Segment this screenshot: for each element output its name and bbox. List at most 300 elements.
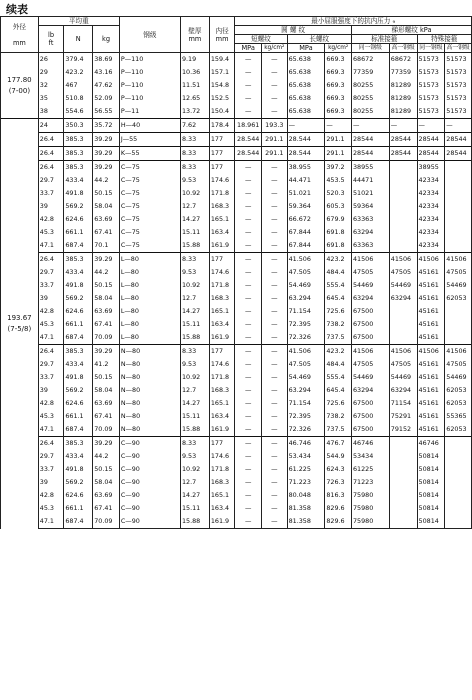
kg-cell: 35.72 (93, 119, 120, 133)
table-row (1, 133, 472, 147)
std-high-cell: 68672 (389, 53, 417, 67)
lb-cell: 47.1 (38, 515, 64, 529)
std-same-cell: 46746 (351, 437, 389, 451)
std-high-cell (389, 489, 417, 502)
id-cell: 177 (209, 147, 235, 161)
short-kgcm2-cell: — (262, 92, 288, 105)
short-kgcm2-cell: — (262, 397, 288, 410)
kg-cell: 39.29 (93, 437, 120, 451)
std-same-cell: 47505 (351, 358, 389, 371)
short-mpa-cell: 28.544 (235, 133, 262, 147)
grade-cell: P—110 (119, 53, 180, 67)
id-cell: 177 (209, 345, 235, 359)
special-high-cell (445, 515, 472, 529)
grade-cell: K—55 (119, 147, 180, 161)
special-high-cell (445, 187, 472, 200)
special-high-cell (445, 502, 472, 515)
special-high-cell: 62053 (445, 384, 472, 397)
wall-cell: 15.88 (180, 239, 209, 253)
table-row (1, 371, 472, 384)
grade-cell: C—90 (119, 515, 180, 529)
special-same-cell: 51573 (417, 92, 445, 105)
lb-cell: 47.1 (38, 331, 64, 345)
long-kgcm2-cell: 726.3 (325, 476, 352, 489)
lb-cell: 29.7 (38, 266, 64, 279)
std-same-cell: 41506 (351, 345, 389, 359)
special-high-cell: 54469 (445, 279, 472, 292)
special-same-cell: 45161 (417, 292, 445, 305)
std-same-cell: 41506 (351, 253, 389, 267)
short-kgcm2-cell: — (262, 384, 288, 397)
wall-cell: 9.19 (180, 53, 209, 67)
special-same-cell: 50814 (417, 476, 445, 489)
wall-cell: 12.7 (180, 200, 209, 213)
std-same-cell: 47505 (351, 266, 389, 279)
id-cell: 165.1 (209, 305, 235, 318)
std-high-cell (389, 161, 417, 175)
wall-cell: 8.33 (180, 161, 209, 175)
special-same-cell: 42334 (417, 213, 445, 226)
short-mpa-cell: — (235, 358, 262, 371)
std-same-cell: 28544 (351, 133, 389, 147)
long-kgcm2-cell: 453.5 (325, 174, 352, 187)
special-same-cell: 45161 (417, 384, 445, 397)
id-cell: 161.9 (209, 515, 235, 529)
id-cell: 171.8 (209, 187, 235, 200)
special-same-cell: 28544 (417, 147, 445, 161)
short-kgcm2-cell: 193.3 (262, 119, 288, 133)
table-row (1, 266, 472, 279)
kg-cell: 67.41 (93, 318, 120, 331)
wall-cell: 9.53 (180, 266, 209, 279)
special-high-cell: 51573 (445, 66, 472, 79)
std-same-cell: 61225 (351, 463, 389, 476)
n-cell: 491.8 (64, 187, 93, 200)
id-cell: 177 (209, 133, 235, 147)
table-row (1, 489, 472, 502)
short-mpa-cell: — (235, 253, 262, 267)
special-same-cell: 28544 (417, 133, 445, 147)
table-row (1, 331, 472, 345)
special-high-cell: 62053 (445, 292, 472, 305)
id-cell: 163.4 (209, 502, 235, 515)
std-same-cell: 44471 (351, 174, 389, 187)
short-kgcm2-cell: — (262, 318, 288, 331)
wall-cell: 10.36 (180, 66, 209, 79)
long-kgcm2-cell: 669.3 (325, 53, 352, 67)
table-row (1, 437, 472, 451)
special-same-cell: 45161 (417, 423, 445, 437)
special-same-cell: 46746 (417, 437, 445, 451)
id-cell: 165.1 (209, 397, 235, 410)
long-kgcm2-cell: 555.4 (325, 279, 352, 292)
special-same-cell: 50814 (417, 450, 445, 463)
short-mpa-cell: — (235, 318, 262, 331)
std-same-cell: 67500 (351, 397, 389, 410)
long-kgcm2-cell: 669.3 (325, 105, 352, 119)
grade-cell: H—40 (119, 119, 180, 133)
wall-cell: 12.7 (180, 384, 209, 397)
short-mpa-cell: — (235, 105, 262, 119)
long-mpa-cell: 71.154 (287, 305, 325, 318)
wall-cell: 14.27 (180, 213, 209, 226)
short-kgcm2-cell: — (262, 53, 288, 67)
table-row (1, 476, 472, 489)
short-mpa-cell: — (235, 187, 262, 200)
n-cell: 433.4 (64, 174, 93, 187)
short-mpa-cell: — (235, 226, 262, 239)
std-high-cell: 47505 (389, 266, 417, 279)
long-kgcm2-cell: 423.2 (325, 345, 352, 359)
grade-cell: N—80 (119, 397, 180, 410)
short-mpa-cell: — (235, 345, 262, 359)
std-high-cell: 54469 (389, 279, 417, 292)
wall-cell: 15.88 (180, 331, 209, 345)
table-wrapper (0, 16, 472, 700)
grade-cell: J—55 (119, 133, 180, 147)
lb-cell: 33.7 (38, 279, 64, 292)
std-same-cell: 67500 (351, 423, 389, 437)
short-kgcm2-cell: — (262, 161, 288, 175)
special-high-cell: 51573 (445, 105, 472, 119)
kg-cell: 39.29 (93, 133, 120, 147)
lb-cell: 33.7 (38, 371, 64, 384)
long-mpa-cell: 81.358 (287, 502, 325, 515)
lb-cell: 45.3 (38, 318, 64, 331)
short-kgcm2-cell: — (262, 292, 288, 305)
std-high-cell: 75291 (389, 410, 417, 423)
special-high-cell: — (445, 119, 472, 133)
short-thread-header: 短螺纹 (235, 35, 287, 44)
grade-cell: C—90 (119, 502, 180, 515)
short-kgcm2-cell: — (262, 79, 288, 92)
special-high-cell: 62053 (445, 397, 472, 410)
wall-cell: 15.11 (180, 410, 209, 423)
id-cell: 168.3 (209, 476, 235, 489)
kg-cell: 63.69 (93, 489, 120, 502)
kg-cell: 52.09 (93, 92, 120, 105)
special-same-cell: 45161 (417, 318, 445, 331)
std-same-cell: 75980 (351, 489, 389, 502)
grade-cell: C—75 (119, 200, 180, 213)
n-cell: 687.4 (64, 515, 93, 529)
n-header: N (64, 26, 93, 53)
long-mpa-cell: 51.021 (287, 187, 325, 200)
long-mpa-cell: 67.844 (287, 226, 325, 239)
id-cell: 161.9 (209, 331, 235, 345)
wall-cell: 15.11 (180, 318, 209, 331)
short-kgcm2-cell: — (262, 226, 288, 239)
id-cell: 161.9 (209, 423, 235, 437)
long-thread-header: 长螺纹 (287, 35, 351, 44)
special-high-grade-header: 高一钢级 (446, 45, 470, 51)
lb-cell: 39 (38, 384, 64, 397)
lb-cell: 24 (38, 119, 64, 133)
std-high-cell (389, 226, 417, 239)
special-same-cell: 41506 (417, 345, 445, 359)
long-kgcm2-cell: 484.4 (325, 358, 352, 371)
long-mpa-cell: 71.154 (287, 397, 325, 410)
short-mpa-cell: — (235, 384, 262, 397)
special-high-cell (445, 476, 472, 489)
std-same-cell: 63294 (351, 226, 389, 239)
special-high-cell (445, 305, 472, 318)
long-mpa-cell: 41.506 (287, 253, 325, 267)
lb-cell: 29.7 (38, 450, 64, 463)
id-cell: 163.4 (209, 226, 235, 239)
page-title: 续表 (6, 3, 28, 16)
long-mpa-cell: 72.326 (287, 423, 325, 437)
lb-cell: 33.7 (38, 463, 64, 476)
n-cell: 379.4 (64, 53, 93, 67)
wall-cell: 15.88 (180, 515, 209, 529)
table-row (1, 305, 472, 318)
table-row (1, 226, 472, 239)
table-row (1, 384, 472, 397)
short-mpa-cell: — (235, 66, 262, 79)
long-kgcm2-cell: 737.5 (325, 331, 352, 345)
id-cell: 159.4 (209, 53, 235, 67)
kg-cell: 70.1 (93, 239, 120, 253)
grade-cell: C—90 (119, 463, 180, 476)
std-same-cell: 63363 (351, 213, 389, 226)
n-cell: 385.3 (64, 133, 93, 147)
std-high-cell: 77359 (389, 66, 417, 79)
kg-cell: 63.69 (93, 213, 120, 226)
std-high-grade-header: 高一钢级 (389, 44, 417, 53)
wall-cell: 8.33 (180, 253, 209, 267)
short-mpa-cell: — (235, 292, 262, 305)
lb-cell: 45.3 (38, 226, 64, 239)
std-high-cell (389, 318, 417, 331)
long-mpa-cell: 47.505 (287, 358, 325, 371)
long-mpa-cell: 63.294 (287, 384, 325, 397)
wall-cell: 14.27 (180, 305, 209, 318)
lb-cell: 26.4 (38, 345, 64, 359)
short-mpa-cell: — (235, 502, 262, 515)
short-kgcm2-cell: — (262, 437, 288, 451)
long-mpa-cell: 53.434 (287, 450, 325, 463)
id-cell: 171.8 (209, 463, 235, 476)
special-high-cell (445, 161, 472, 175)
short-kgcm2-cell: — (262, 489, 288, 502)
table-row (1, 147, 472, 161)
std-high-cell (389, 502, 417, 515)
short-kgcm2-cell: — (262, 253, 288, 267)
n-cell: 569.2 (64, 476, 93, 489)
lb-cell: 42.8 (38, 305, 64, 318)
table-row (1, 66, 472, 79)
lb-cell: 26.4 (38, 133, 64, 147)
special-same-cell: 45161 (417, 266, 445, 279)
lb-cell: 42.8 (38, 397, 64, 410)
special-same-cell: 45161 (417, 410, 445, 423)
special-same-cell: 45161 (417, 305, 445, 318)
wall-cell: 9.53 (180, 450, 209, 463)
short-mpa-cell: — (235, 213, 262, 226)
lb-cell: 26 (38, 53, 64, 67)
std-same-cell: 63294 (351, 384, 389, 397)
n-cell: 624.6 (64, 213, 93, 226)
n-cell: 569.2 (64, 200, 93, 213)
std-high-cell: 47505 (389, 358, 417, 371)
special-same-cell: 45161 (417, 371, 445, 384)
special-high-cell (445, 437, 472, 451)
n-cell: 687.4 (64, 423, 93, 437)
grade-cell: N—80 (119, 358, 180, 371)
n-cell: 385.3 (64, 147, 93, 161)
std-same-cell: 54469 (351, 371, 389, 384)
casing-data-table (0, 16, 472, 529)
n-cell: 433.4 (64, 266, 93, 279)
long-mpa-cell: 67.844 (287, 239, 325, 253)
special-same-cell: 51573 (417, 66, 445, 79)
long-mpa-cell: 46.746 (287, 437, 325, 451)
n-cell: 661.1 (64, 502, 93, 515)
long-kgcm2-cell: 669.3 (325, 66, 352, 79)
std-high-cell: 71154 (389, 397, 417, 410)
id-cell: 152.5 (209, 92, 235, 105)
long-kgcm2-cell: 291.1 (325, 147, 352, 161)
grade-cell: N—80 (119, 371, 180, 384)
short-kgcm2-cell: — (262, 410, 288, 423)
wall-cell: 10.92 (180, 463, 209, 476)
short-kgcm2-cell: — (262, 476, 288, 489)
n-cell: 569.2 (64, 384, 93, 397)
special-same-cell: 45161 (417, 397, 445, 410)
short-kgcm2-cell: — (262, 174, 288, 187)
kg-cell: 50.15 (93, 187, 120, 200)
special-high-cell: 28544 (445, 133, 472, 147)
special-high-cell (445, 331, 472, 345)
std-same-cell: 80255 (351, 92, 389, 105)
id-cell: 168.3 (209, 384, 235, 397)
special-same-cell: 50814 (417, 502, 445, 515)
std-same-cell: 67500 (351, 410, 389, 423)
wall-cell: 15.11 (180, 226, 209, 239)
std-same-cell: 54469 (351, 279, 389, 292)
long-mpa-header: MPa (287, 44, 325, 53)
special-same-cell: 50814 (417, 515, 445, 529)
id-cell: 161.9 (209, 239, 235, 253)
std-same-cell: 80255 (351, 79, 389, 92)
kg-cell: 38.69 (93, 53, 120, 67)
std-same-cell: 51021 (351, 187, 389, 200)
grade-cell: L—80 (119, 331, 180, 345)
std-high-cell (389, 200, 417, 213)
special-same-cell: 45161 (417, 358, 445, 371)
kg-cell: 67.41 (93, 410, 120, 423)
long-kgcm2-cell: 476.7 (325, 437, 352, 451)
std-high-cell: 81289 (389, 92, 417, 105)
std-high-cell: 41506 (389, 345, 417, 359)
special-high-cell (445, 226, 472, 239)
wall-cell: 8.33 (180, 345, 209, 359)
table-row (1, 463, 472, 476)
std-high-cell: 63294 (389, 292, 417, 305)
wall-cell: 10.92 (180, 371, 209, 384)
long-mpa-cell: 47.505 (287, 266, 325, 279)
kg-cell: 56.55 (93, 105, 120, 119)
collapse-header: 最小屈服强度下的抗内压力 ₉ (235, 17, 472, 26)
special-high-cell (445, 174, 472, 187)
wall-cell: 10.92 (180, 279, 209, 292)
short-kgcm2-cell: — (262, 450, 288, 463)
short-mpa-cell: — (235, 92, 262, 105)
std-same-cell: 53434 (351, 450, 389, 463)
table-row (1, 253, 472, 267)
std-same-cell: 68672 (351, 53, 389, 67)
grade-cell: C—75 (119, 187, 180, 200)
id-cell: 157.1 (209, 66, 235, 79)
id-cell: 168.3 (209, 200, 235, 213)
kg-cell: 70.09 (93, 331, 120, 345)
std-high-cell: 28544 (389, 133, 417, 147)
lb-cell: 42.8 (38, 489, 64, 502)
table-row (1, 397, 472, 410)
long-mpa-cell: 81.358 (287, 515, 325, 529)
kg-cell: 39.29 (93, 345, 120, 359)
wall-cell: 10.92 (180, 187, 209, 200)
n-cell: 687.4 (64, 331, 93, 345)
special-high-cell: 47505 (445, 266, 472, 279)
short-kgcm2-cell: — (262, 213, 288, 226)
std-same-cell: 28544 (351, 147, 389, 161)
kg-cell: 39.29 (93, 161, 120, 175)
long-kgcm2-cell: 691.8 (325, 239, 352, 253)
long-kgcm2-cell: 645.4 (325, 384, 352, 397)
std-high-cell (389, 213, 417, 226)
std-same-grade-header: 同一钢级 (351, 44, 389, 53)
n-cell: 624.6 (64, 489, 93, 502)
special-same-grade-header: 同一钢级 (417, 44, 445, 53)
special-high-cell (445, 463, 472, 476)
short-kgcm2-cell: — (262, 200, 288, 213)
std-same-cell: 71223 (351, 476, 389, 489)
long-kgcm2-cell: 397.2 (325, 161, 352, 175)
std-same-cell: 63363 (351, 239, 389, 253)
n-cell: 385.3 (64, 253, 93, 267)
std-high-cell (389, 331, 417, 345)
table-row (1, 92, 472, 105)
n-cell: 661.1 (64, 410, 93, 423)
std-same-cell: 75980 (351, 515, 389, 529)
avg-weight-header: 平均重 (38, 17, 119, 26)
long-mpa-cell: 65.638 (287, 105, 325, 119)
short-kgcm2-cell: — (262, 66, 288, 79)
lb-cell: 47.1 (38, 239, 64, 253)
long-mpa-cell: 72.326 (287, 331, 325, 345)
kg-cell: 50.15 (93, 371, 120, 384)
grade-cell: C—75 (119, 161, 180, 175)
grade-cell: L—80 (119, 305, 180, 318)
short-kgcm2-cell: — (262, 279, 288, 292)
lb-cell: 42.8 (38, 213, 64, 226)
std-same-cell: 63294 (351, 292, 389, 305)
grade-cell: P—11 (119, 105, 180, 119)
short-mpa-cell: — (235, 161, 262, 175)
long-mpa-cell: 80.048 (287, 489, 325, 502)
long-kgcm2-cell: 829.6 (325, 515, 352, 529)
std-high-cell (389, 305, 417, 318)
long-kgcm2-cell: 555.4 (325, 371, 352, 384)
grade-cell: C—90 (119, 437, 180, 451)
kg-cell: 39.29 (93, 147, 120, 161)
n-cell: 661.1 (64, 226, 93, 239)
kg-cell: 43.16 (93, 66, 120, 79)
id-cell: 150.4 (209, 105, 235, 119)
table-row (1, 174, 472, 187)
